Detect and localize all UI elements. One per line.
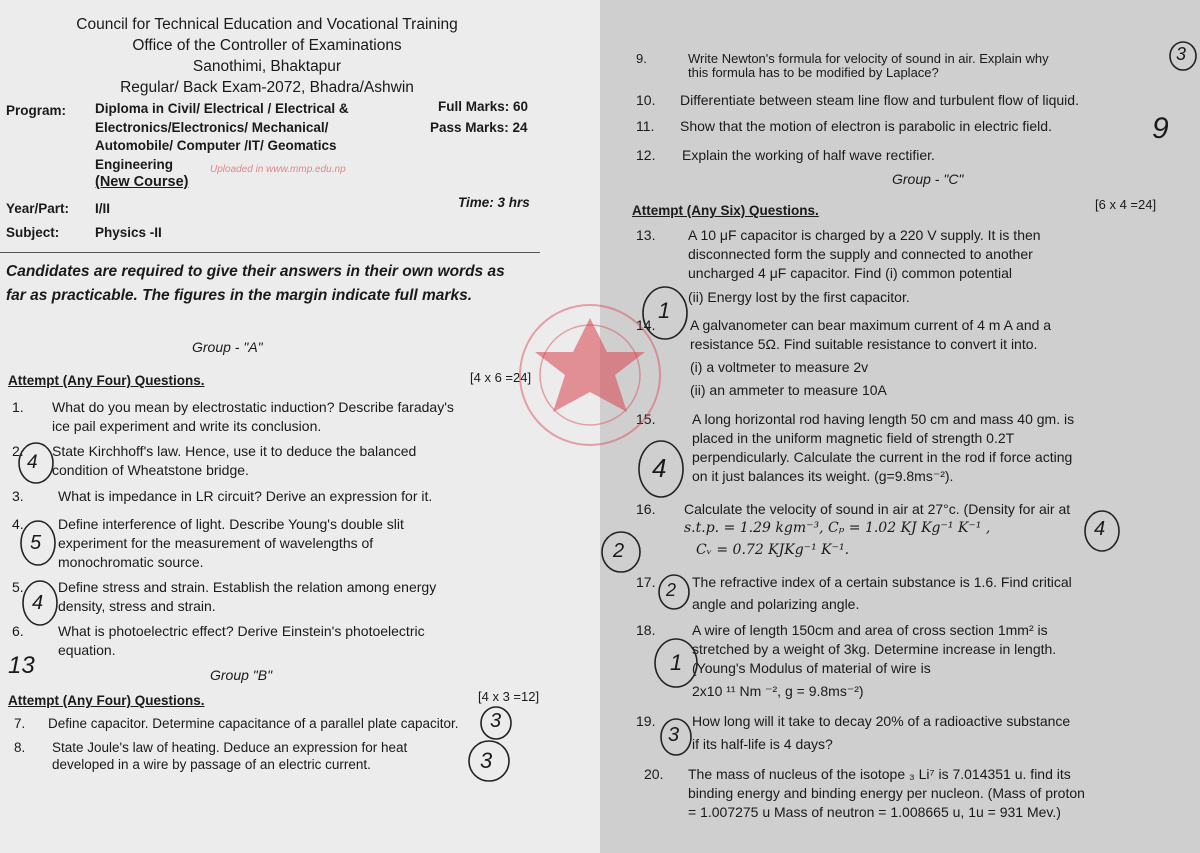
group-a-marks: [4 x 6 =24]: [470, 370, 532, 385]
group-a-attempt: Attempt (Any Four) Questions.: [8, 373, 205, 388]
question-13: 13. A 10 μF capacitor is charged by a 220 V supply. It is then disconnected form the supply and connected to another uncharged 4 μF capacitor. Find (i) common potential (ii) Energy lost by the first capacitor.: [636, 227, 1041, 305]
hand-mark-q18: 1: [670, 650, 683, 675]
official-seal-stamp: [515, 300, 665, 450]
hand-mark-q16a: 2: [613, 540, 625, 562]
question-18: 18. A wire of length 150cm and area of cross section 1mm² is stretched by a weight of 3kg. Determine increase in length. (Young's Modulus of material of wire is 2x10 ¹¹ Nm ⁻², g = 9.8ms⁻²): [636, 622, 1057, 699]
question-10: 10. Differentiate between steam line flow and turbulent flow of liquid.: [636, 92, 1079, 108]
question-3: 3. What is impedance in LR circuit? Derive an expression for it.: [12, 488, 433, 504]
office-name: Office of the Controller of Examinations: [132, 37, 402, 54]
watermark-text: Uploaded in www.mmp.edu.np: [210, 164, 346, 175]
pass-marks: Pass Marks: 24: [430, 120, 528, 135]
hand-mark-q5: 4: [32, 592, 44, 614]
question-12: 12. Explain the working of half wave rectifier.: [636, 147, 935, 163]
group-c-title: Group - "C": [892, 171, 964, 187]
hand-mark-q8: 3: [480, 748, 493, 773]
question-1: 1. What do you mean by electrostatic induction? Describe faraday's ice pail experiment and write its conclusion.: [12, 399, 454, 434]
subject-value: Physics -II: [95, 225, 162, 240]
question-2: 2. State Kirchhoff's law. Hence, use it to deduce the balanced condition of Wheatstone bridge.: [12, 443, 417, 478]
hand-mark-q4: 5: [30, 532, 42, 554]
full-marks: Full Marks: 60: [438, 99, 529, 114]
hand-mark-q14: 1: [658, 298, 671, 323]
question-6: 6. What is photoelectric effect? Derive Einstein's photoelectric equation.: [12, 623, 425, 658]
hand-total-left: 13: [8, 652, 35, 679]
question-5: 5. Define stress and strain. Establish the relation among energy density, stress and strain.: [12, 579, 437, 614]
question-9: 9. Write Newton's formula for velocity of sound in air. Explain why this formula has to be modified by Laplace?: [636, 51, 1049, 80]
year-label: Year/Part:: [6, 201, 70, 216]
course-type: (New Course): [95, 174, 189, 190]
hand-mark-q15: 4: [652, 453, 667, 483]
question-16: 16. Calculate the velocity of sound in air at 27°c. (Density for air at s.t.p. = 1.29 kgm⁻³, Cₚ = 1.02 KJ Kg⁻¹ K⁻¹ , Cᵥ = 0.72 KJKg⁻¹ K⁻¹.: [636, 501, 1071, 558]
hand-mark-q9: 3: [1176, 44, 1187, 64]
instructions: Candidates are required to give their answers in their own words as far as practicable. The figures in the margin indicate full marks.: [6, 263, 505, 304]
hand-mark-q19: 3: [668, 724, 680, 746]
group-a-title: Group - "A": [192, 339, 263, 355]
group-b-marks: [4 x 3 =12]: [478, 689, 540, 704]
hand-mark-q16b: 4: [1094, 518, 1106, 540]
hand-mark-q11: 9: [1152, 112, 1169, 145]
council-name: Council for Technical Education and Vocational Training: [76, 16, 458, 33]
program-value: Diploma in Civil/ Electrical / Electrical & Electronics/Electronics/ Mechanical/ Automobile/ Computer /IT/ Geomatics Engineering: [95, 101, 349, 172]
subject-label: Subject:: [6, 225, 60, 240]
group-b-attempt: Attempt (Any Four) Questions.: [8, 693, 205, 708]
group-c-attempt: Attempt (Any Six) Questions.: [632, 203, 819, 218]
question-8: 8. State Joule's law of heating. Deduce an expression for heat developed in a wire by passage of an electric current.: [14, 740, 408, 772]
question-11: 11. Show that the motion of electron is parabolic in electric field.: [636, 118, 1052, 134]
program-label: Program:: [6, 103, 67, 118]
hand-mark-q17: 2: [666, 580, 677, 600]
right-page: [600, 0, 1200, 853]
header-divider: [0, 252, 540, 253]
question-17: 17. The refractive index of a certain substance is 1.6. Find critical angle and polarizing angle.: [636, 574, 1072, 612]
exam-time: Time: 3 hrs: [458, 195, 530, 210]
office-location: Sanothimi, Bhaktapur: [192, 58, 342, 75]
hand-mark-q2: 4: [27, 452, 38, 473]
question-15: 15. A long horizontal rod having length 50 cm and mass 40 gm. is placed in the uniform magnetic field of strength 0.2T perpendicularly. Calculate the current in the rod if force acting on it just balances its weight. (g=9.8ms⁻²).: [636, 411, 1075, 484]
exam-header: [0, 14, 534, 98]
exam-title: Regular/ Back Exam-2072, Bhadra/Ashwin: [120, 79, 414, 96]
question-19: 19. How long will it take to decay 20% of a radioactive substance if its half-life is 4 days?: [636, 713, 1071, 752]
year-value: I/II: [95, 201, 111, 216]
hand-mark-q7: 3: [490, 710, 502, 732]
question-4: 4. Define interference of light. Describe Young's double slit experiment for the measurement of wavelengths of monochromatic source.: [12, 516, 404, 570]
group-c-marks: [6 x 4 =24]: [1095, 197, 1157, 212]
question-7: 7. Define capacitor. Determine capacitance of a parallel plate capacitor.: [14, 716, 459, 731]
group-b-title: Group "B": [210, 667, 273, 683]
question-20: 20. The mass of nucleus of the isotope ₃ Li⁷ is 7.014351 u. find its binding energy and binding energy per nucleon. (Mass of proton = 1.007275 u Mass of neutron = 1.008665 u, 1u = 931 Mev.): [644, 766, 1085, 820]
question-14: 14. A galvanometer can bear maximum current of 4 m A and a resistance 5Ω. Find suitable resistance to convert it into. (i) a voltmeter to measure 2v (ii) an ammeter to measure 10A: [636, 317, 1052, 398]
